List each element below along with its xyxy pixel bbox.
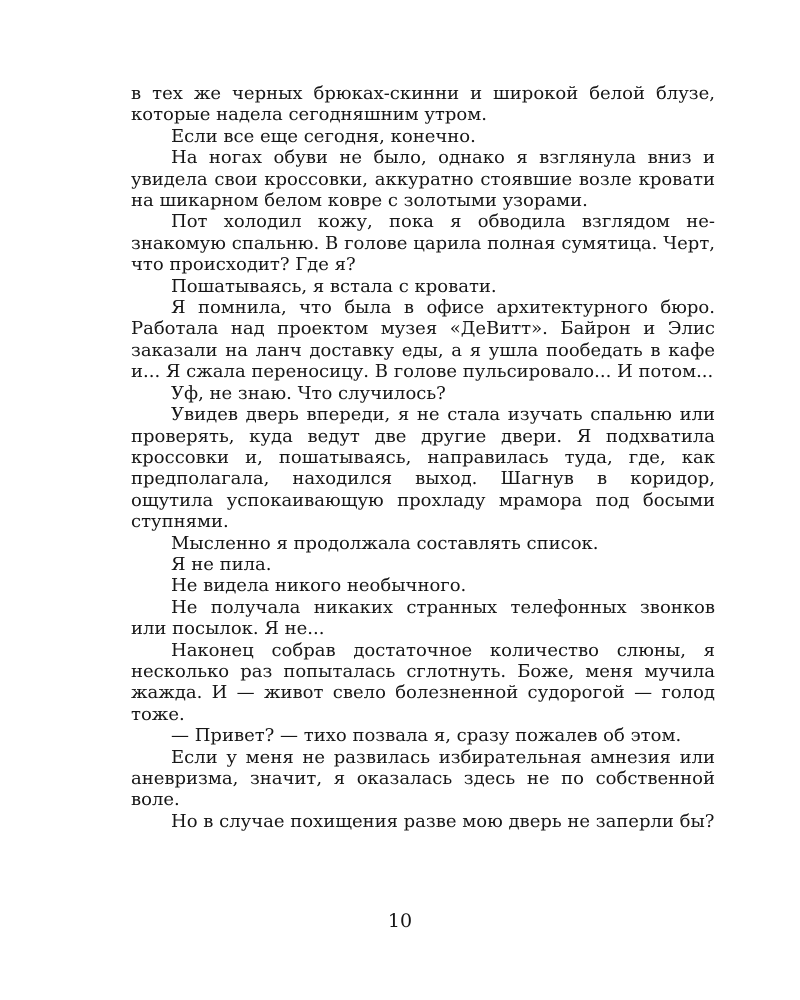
page-number: 10 <box>387 910 413 932</box>
paragraph: Наконец собрав достаточное количество слюны, я несколько раз попыталась сглотнуть. Боже, меня мучила жажда. И — живот свело болезненной судорогой — голод тоже. <box>131 639 715 725</box>
paragraph: — Привет? — тихо позвала я, сразу пожалев об этом. <box>171 725 682 747</box>
paragraph: в тех же черных брюках-скинни и широкой белой блузе, которые надела сегодняшним утром. <box>131 83 715 126</box>
paragraph: Увидев дверь впереди, я не стала изучать спальню или проверять, куда ведут две другие двери. Я подхватила кроссовки и, пошатываясь, направилась туда, где, как предполагала, находился выход. Шагнув в коридор, ощутила успокаивающую прохладу мрамора под босыми ступнями. <box>131 404 715 533</box>
paragraph: Если все еще сегодня, конечно. <box>171 125 476 147</box>
paragraph: Не видела никого необычного. <box>171 575 467 597</box>
paragraph: Пошатываясь, я встала с кровати. <box>171 275 497 297</box>
paragraph: На ногах обуви не было, однако я взглянула вниз и увидела свои кроссовки, аккуратно стоявшие возле кровати на шикарном белом ковре с золотыми узорами. <box>131 147 715 212</box>
paragraph: Уф, не знаю. Что случилось? <box>171 382 446 404</box>
paragraph: Не получала никаких странных телефонных звонков или посылок. Я не... <box>131 596 715 640</box>
body-text <box>131 83 715 832</box>
paragraph: Пот холодил кожу, пока я обводила взглядом незнакомую спальню. В голове царила полная сумятица. Черт, что происходит? Где я? <box>131 211 715 276</box>
paragraph: Если у меня не развилась избирательная амнезия или аневризма, значит, я оказалась здесь не по собственной воле. <box>131 746 715 811</box>
paragraph: Я помнила, что была в офисе архитектурного бюро. Работала над проектом музея «ДеВитт». Байрон и Элис заказали на ланч доставку еды, а я ушла пообедать в кафе и... Я сжала переносицу. В голове пульсировало... И потом... <box>131 297 715 383</box>
paragraph: Мысленно я продолжала составлять список. <box>171 532 599 554</box>
paragraph: Но в случае похищения разве мою дверь не заперли бы? <box>171 810 715 832</box>
paragraph: Я не пила. <box>171 553 272 575</box>
